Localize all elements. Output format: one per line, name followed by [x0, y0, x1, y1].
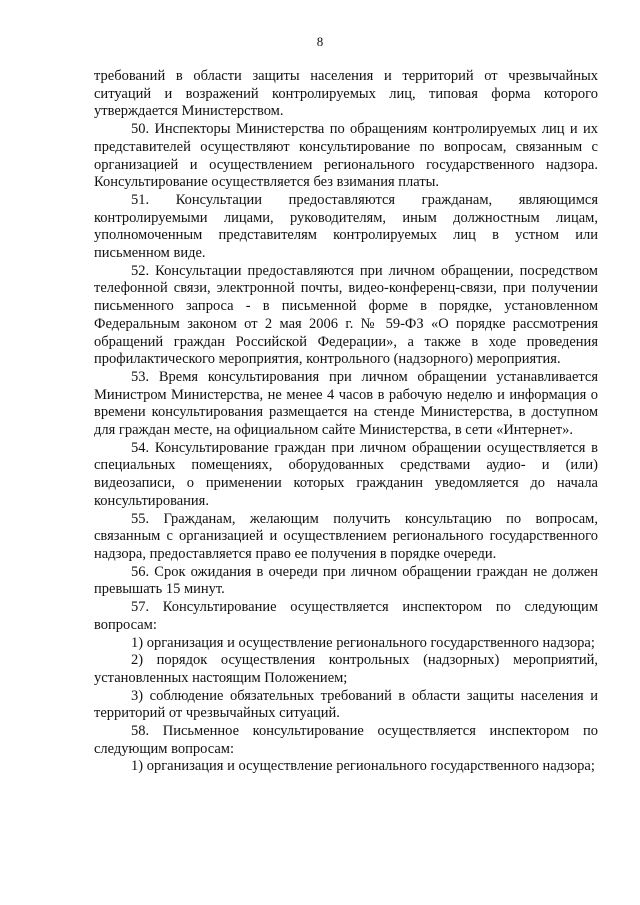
paragraph-52: 52. Консультации предоставляются при личном обращении, посредством телефонной связи, электронной почты, видео-конференц-связи, при получении письменного запроса - в письменной форме в порядке, установленном Федеральным законом от 2 мая 2006 г. № 59-ФЗ «О порядке рассмотрения обращений граждан Российской Федерации», а также в ходе проведения профилактического мероприятия, контрольного (надзорного) мероприятия.: [94, 262, 598, 368]
page-number: 8: [316, 34, 324, 49]
list-item-57-3: 3) соблюдение обязательных требований в области защиты населения и территорий от чрезвычайных ситуаций.: [94, 687, 598, 722]
paragraph-51: 51. Консультации предоставляются гражданам, являющимся контролируемыми лицами, руководителям, иным должностным лицам, уполномоченным представителям контролируемых лиц в устном или письменном виде.: [94, 191, 598, 262]
list-item-57-1: 1) организация и осуществление регионального государственного надзора;: [131, 634, 595, 651]
paragraph-53: 53. Время консультирования при личном обращении устанавливается Министром Министерства, не менее 4 часов в рабочую неделю и информация о времени консультирования размещается на стенде Министерства, в доступном для граждан месте, на официальном сайте Министерства, в сети «Интернет».: [94, 368, 598, 439]
document-body: [94, 68, 598, 776]
paragraph-55: 55. Гражданам, желающим получить консультацию по вопросам, связанным с организацией и осуществлением регионального государственного надзора, предоставляется право ее получения в порядке очереди.: [94, 510, 598, 562]
paragraph-50: 50. Инспекторы Министерства по обращениям контролируемых лиц и их представителей осуществляют консультирование по вопросам, связанным с организацией и осуществлением регионального государственного надзора. Консультирование осуществляется без взимания платы.: [94, 121, 598, 191]
paragraph-continued: требований в области защиты населения и территорий от чрезвычайных ситуаций и возражений контролируемых лиц, типовая форма которого утверждается Министерством.: [94, 68, 598, 120]
paragraph-58: 58. Письменное консультирование осуществляется инспектором по следующим вопросам:: [94, 723, 598, 757]
list-item-58-1: 1) организация и осуществление регионального государственного надзора;: [131, 758, 595, 775]
paragraph-56: 56. Срок ожидания в очереди при личном обращении граждан не должен превышать 15 минут.: [94, 563, 598, 598]
paragraph-57: 57. Консультирование осуществляется инспектором по следующим вопросам:: [94, 599, 598, 633]
list-item-57-2: 2) порядок осуществления контрольных (надзорных) мероприятий, установленных настоящим Положением;: [94, 652, 598, 686]
paragraph-54: 54. Консультирование граждан при личном обращении осуществляется в специальных помещениях, оборудованных средствами аудио- и (или) видеозаписи, о применении которых гражданин уведомляется до начала консультирования.: [94, 439, 598, 509]
